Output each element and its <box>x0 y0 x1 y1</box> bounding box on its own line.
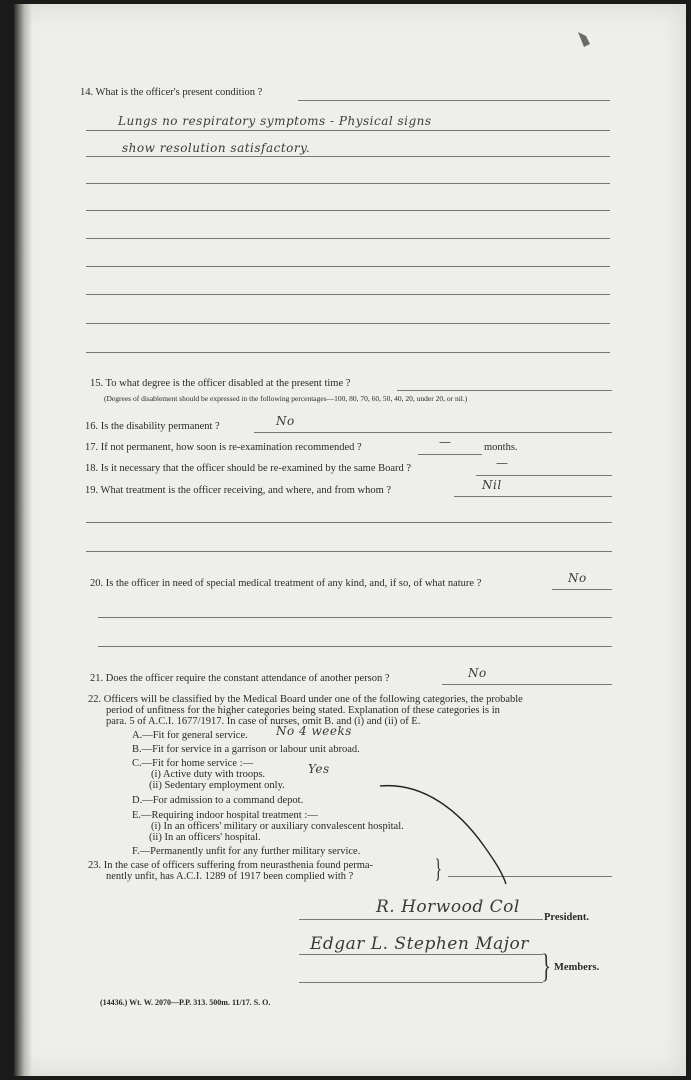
q16-answer: No <box>276 414 295 428</box>
q14-answer-line1: Lungs no respiratory symptoms - Physical signs <box>118 114 432 128</box>
pen-stroke <box>380 786 506 884</box>
q23-line2: nently unfit, has A.C.I. 1289 of 1917 been complied with ? <box>106 871 354 882</box>
q18-answer: — <box>496 456 509 470</box>
q22-category-f: F.—Permanently unfit for any further military service. <box>132 846 361 857</box>
q22-category-a-answer: No 4 weeks <box>276 724 352 738</box>
q14-label: 14. What is the officer's present condition ? <box>80 87 263 98</box>
q22-category-e: E.—Requiring indoor hospital treatment :— <box>132 810 318 821</box>
q18-label: 18. Is it necessary that the officer should be re-examined by the same Board ? <box>85 463 412 474</box>
q22-category-b: B.—Fit for service in a garrison or labour unit abroad. <box>132 744 360 755</box>
member-signature: Edgar L. Stephen Major <box>310 934 529 954</box>
q15-note: (Degrees of disablement should be expressed in the following percentages—100, 80, 70, 60, 50, 40, 20, under 20, or nil.) <box>104 394 468 403</box>
members-label: Members. <box>554 962 600 973</box>
q23-line1: 23. In the case of officers suffering from neurasthenia found perma- <box>88 860 374 871</box>
q22-category-a: A.—Fit for general service. <box>132 730 248 741</box>
q22-category-c2: (ii) Sedentary employment only. <box>149 780 285 791</box>
president-signature: R. Horwood Col <box>376 897 520 917</box>
q21-label: 21. Does the officer require the constant attendance of another person ? <box>90 673 390 684</box>
q22-category-c: C.—Fit for home service :— <box>132 758 254 769</box>
q22-category-c1-answer: Yes <box>308 762 330 776</box>
q15-label: 15. To what degree is the officer disabled at the present time ? <box>90 378 351 389</box>
q14-answer-line2: show resolution satisfactory. <box>122 141 311 155</box>
q20-answer: No <box>568 571 587 585</box>
q17-unit: months. <box>484 442 518 453</box>
corner-stain <box>578 32 590 47</box>
q20-label: 20. Is the officer in need of special medical treatment of any kind, and, if so, of what nature ? <box>90 578 482 589</box>
footer-print-code: (14436.) Wt. W. 2070—P.P. 313. 500m. 11/17. S. O. <box>100 998 271 1007</box>
q19-answer: Nil <box>482 478 502 492</box>
q22-line3: para. 5 of A.C.I. 1677/1917. In case of nurses, omit B. and (i) and (ii) of E. <box>106 716 421 727</box>
q22-category-d: D.—For admission to a command depot. <box>132 795 304 806</box>
members-brace: } <box>541 948 552 985</box>
q17-label: 17. If not permanent, how soon is re-examination recommended ? <box>85 442 362 453</box>
q19-label: 19. What treatment is the officer receiving, and where, and from whom ? <box>85 485 392 496</box>
q22-line2: period of unfitness for the higher categories being stated. Explanation of these categories is in <box>106 705 500 716</box>
president-label: President. <box>544 912 590 923</box>
form-sheet <box>14 4 686 1076</box>
q22-category-c1: (i) Active duty with troops. <box>151 769 266 780</box>
pen-stroke-overlay <box>14 4 686 1076</box>
q23-brace: } <box>434 854 442 883</box>
q22-line1: 22. Officers will be classified by the Medical Board under one of the following categories, the probable <box>88 694 523 705</box>
q21-answer: No <box>468 666 487 680</box>
q22-category-e1: (i) In an officers' military or auxiliary convalescent hospital. <box>151 821 404 832</box>
q22-category-e2: (ii) In an officers' hospital. <box>149 832 261 843</box>
q17-answer: — <box>439 435 452 449</box>
q16-label: 16. Is the disability permanent ? <box>85 421 220 432</box>
